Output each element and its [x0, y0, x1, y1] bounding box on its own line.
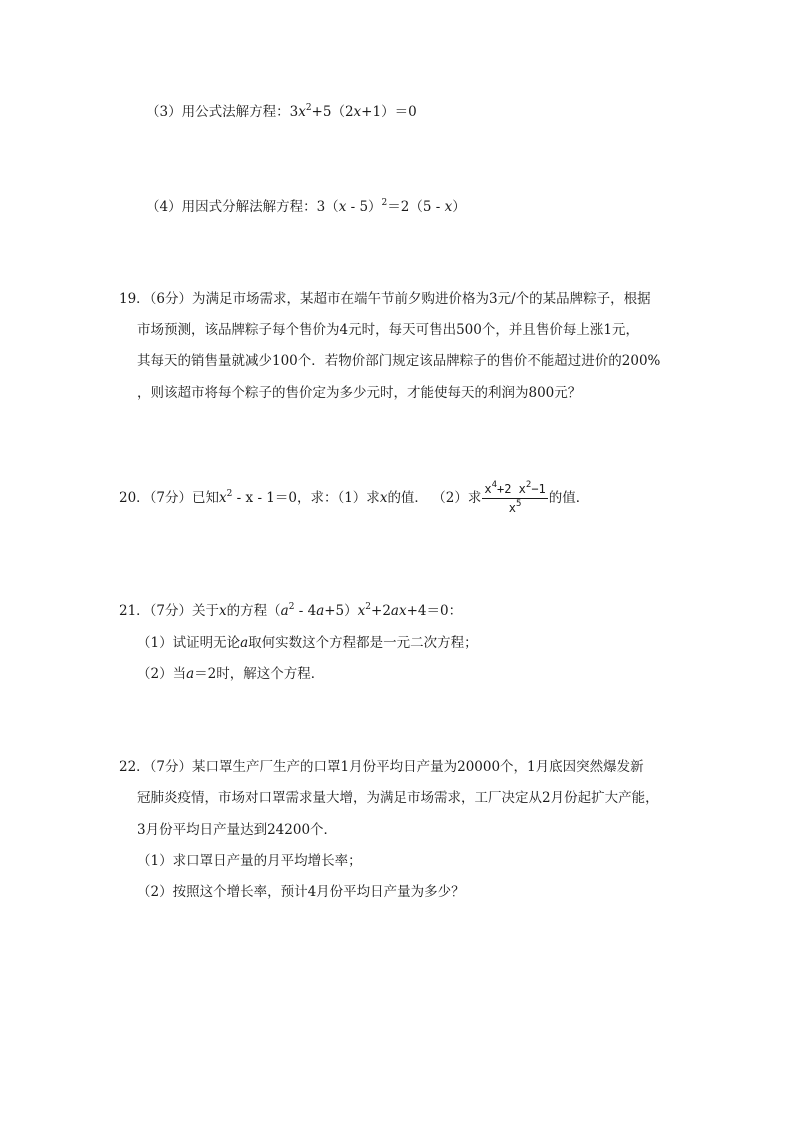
q22-sub2: （2）按照这个增长率，预计4月份平均日产量为多少？ — [137, 884, 465, 900]
q21-sub2-suffix: ＝2时，解这个方程． — [194, 666, 325, 682]
q21-stem — [119, 601, 462, 621]
exponent: 2 — [288, 602, 295, 612]
expr: +5） — [324, 603, 358, 619]
q19-line-4: ，则该超市将每个粽子的售价定为多少元时，才能使每天的利润为800元？ — [137, 385, 582, 401]
q18-part3-prefix: （3）用公式法解方程： — [146, 104, 290, 120]
q21-sub1 — [137, 633, 478, 653]
expr-end: +1）＝0 — [361, 104, 417, 120]
var-a: a — [240, 635, 249, 651]
var-a: a — [186, 666, 195, 682]
q20 — [119, 480, 589, 516]
fraction — [482, 481, 547, 516]
exponent: 2 — [305, 103, 312, 113]
q21-prefix: 21．（7分）关于 — [119, 603, 220, 619]
q21-sub1-prefix: （1）试证明无论 — [137, 635, 241, 651]
q19-line-1: 19．（6分）为满足市场需求，某超市在端午节前夕购进价格为3元/个的某品牌粽子，根据 — [119, 291, 651, 307]
q18-part4-prefix: （4）用因式分解法解方程：3（ — [146, 199, 339, 215]
exponent: 2 — [381, 198, 388, 208]
var-x: x — [338, 199, 347, 215]
expr: - 4 — [294, 603, 317, 619]
expr: 的方程（ — [226, 603, 281, 619]
var-a: a — [316, 603, 325, 619]
q22-sub1: （1）求口罩日产量的月平均增长率； — [137, 853, 362, 869]
var-ax: ax — [390, 603, 407, 619]
expr: 的值． （2）求 — [387, 490, 482, 506]
q20-suffix: 的值． — [548, 490, 590, 506]
q21-sub1-suffix: 取何实数这个方程都是一元二次方程； — [248, 635, 478, 651]
var-x: x — [219, 490, 227, 506]
num-const: −1 — [531, 482, 546, 496]
q20-prefix: 20．（7分）已知 — [119, 490, 220, 506]
expr: - x - 1＝0，求：（1）求 — [232, 490, 380, 506]
num-term: +2 x — [496, 482, 526, 496]
expr-end: ） — [452, 199, 466, 215]
q22-line-3: 3月份平均日产量达到24200个． — [137, 822, 338, 838]
q22-line-1: 22．（7分）某口罩生产厂生产的口罩1月份平均日产量为20000个，1月底因突然爆发新 — [119, 759, 644, 775]
q19-line-2: 市场预测，该品牌粽子每个售价为4元时，每天可售出500个，并且售价每上涨1元， — [137, 322, 639, 338]
q21-sub2 — [137, 664, 324, 684]
q22-line-2: 冠肺炎疫情，市场对口罩需求量大增，为满足市场需求，工厂决定从2月份起扩大产能， — [137, 790, 659, 806]
var-x: x — [219, 603, 227, 619]
num-exp: 2 — [525, 480, 532, 490]
fraction-numerator — [482, 481, 547, 499]
num-x: x — [484, 482, 492, 496]
q18-part3 — [146, 102, 417, 122]
coef: 3 — [289, 104, 299, 120]
q19-line-3: 其每天的销售量就减少100个．若物价部门规定该品牌粽子的售价不能超过进价的200% — [137, 353, 661, 369]
expr: - 5） — [346, 199, 382, 215]
var-x: x — [298, 104, 306, 120]
den-x: x — [508, 501, 516, 515]
expr: +2 — [371, 603, 391, 619]
q21-sub2-prefix: （2）当 — [137, 666, 187, 682]
expr-end: +4＝0： — [406, 603, 463, 619]
fraction-denominator — [482, 499, 547, 516]
var-x: x — [379, 490, 388, 506]
expr: ＝2（5 - — [387, 199, 445, 215]
var-a: a — [280, 603, 289, 619]
q18-part4 — [146, 197, 466, 217]
exponent: 2 — [365, 602, 372, 612]
var-x: x — [444, 199, 453, 215]
den-exp: 5 — [515, 499, 522, 509]
var-x: x — [357, 603, 366, 619]
num-exp: 4 — [491, 480, 497, 490]
expr: +5（2 — [311, 104, 354, 120]
var-x: x — [353, 104, 362, 120]
exponent: 2 — [226, 489, 233, 499]
